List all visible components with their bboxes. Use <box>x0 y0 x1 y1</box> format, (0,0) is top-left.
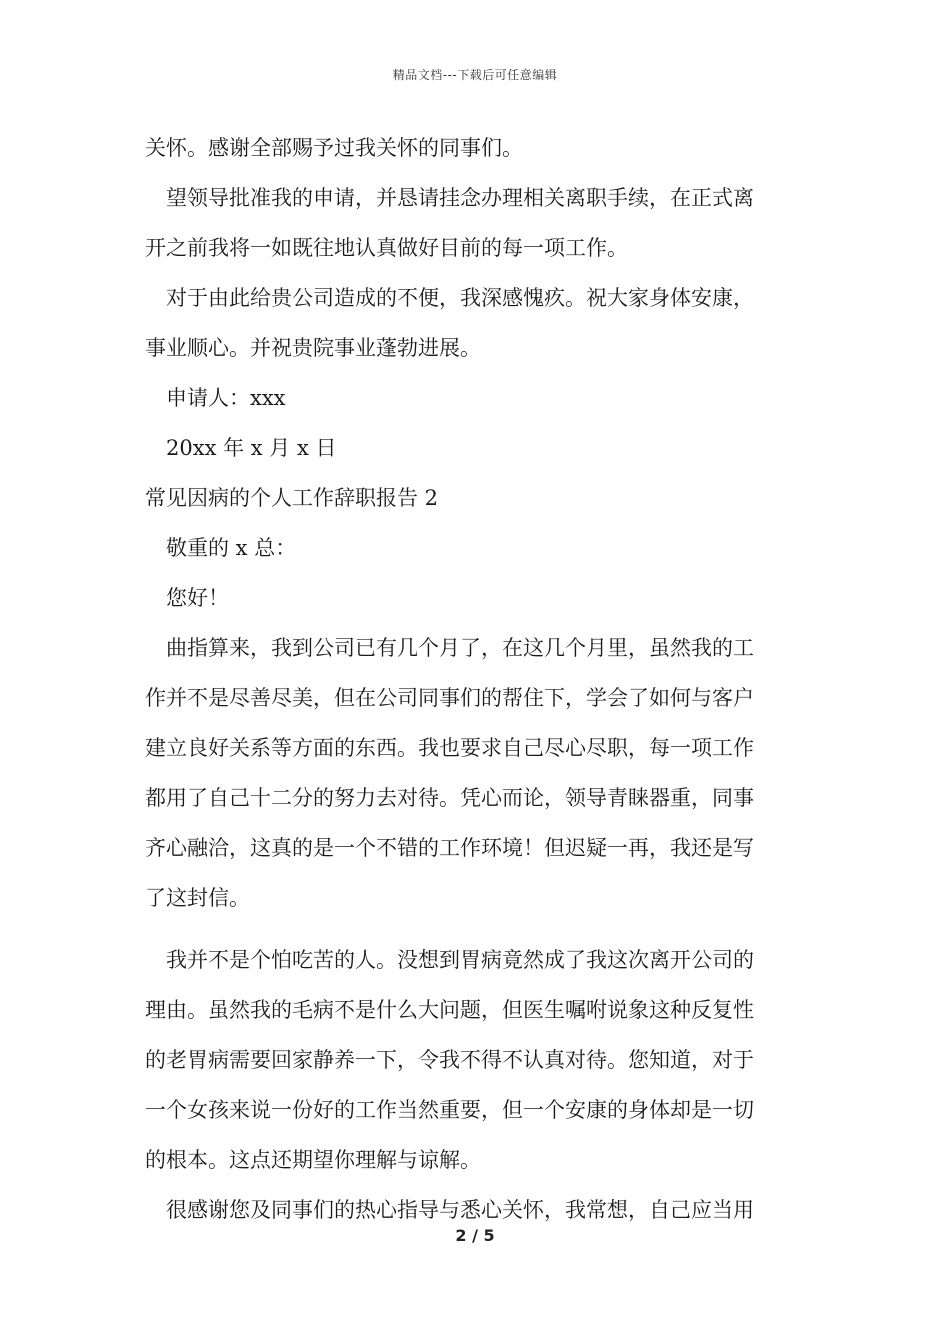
paragraph-line: 一个女孩来说一份好的工作当然重要，但一个安康的身体却是一切 <box>145 1098 754 1122</box>
paragraph-line: 都用了自己十二分的努力去对待。凭心而论，领导青睐器重，同事 <box>145 786 754 810</box>
paragraph-line: 的根本。这点还期望你理解与谅解。 <box>145 1148 481 1172</box>
document-body <box>145 128 805 1240</box>
date-line: 20xx 年 x 月 x 日 <box>166 436 337 460</box>
paragraph-line: 望领导批准我的申请，并恳请挂念办理相关离职手续，在正式离 <box>166 186 754 210</box>
paragraph-line: 对于由此给贵公司造成的不便，我深感愧疚。祝大家身体安康， <box>166 286 754 310</box>
applicant-line: 申请人：xxx <box>166 386 286 410</box>
paragraph-line: 建立良好关系等方面的东西。我也要求自己尽心尽职，每一项工作 <box>145 736 754 760</box>
paragraph-line: 齐心融洽，这真的是一个不错的工作环境！但迟疑一再，我还是写 <box>145 836 754 860</box>
paragraph-line: 我并不是个怕吃苦的人。没想到胃病竟然成了我这次离开公司的 <box>166 948 754 972</box>
page-number: 2 / 5 <box>455 1226 495 1245</box>
paragraph-line: 很感谢您及同事们的热心指导与悉心关怀，我常想，自己应当用 <box>166 1198 754 1222</box>
paragraph-line: 曲指算来，我到公司已有几个月了，在这几个月里，虽然我的工 <box>166 636 754 660</box>
paragraph-line: 开之前我将一如既往地认真做好目前的每一项工作。 <box>145 236 628 260</box>
paragraph-line: 了这封信。 <box>145 886 250 910</box>
paragraph-line: 的老胃病需要回家静养一下，令我不得不认真对待。您知道，对于 <box>145 1048 754 1072</box>
salutation: 敬重的 x 总： <box>166 536 297 560</box>
paragraph-line: 关怀。感谢全部赐予过我关怀的同事们。 <box>145 136 523 160</box>
paragraph-line: 作并不是尽善尽美，但在公司同事们的帮住下，学会了如何与客户 <box>145 686 754 710</box>
greeting: 您好！ <box>166 586 229 610</box>
section-title: 常见因病的个人工作辞职报告 2 <box>145 486 439 510</box>
paragraph-gap <box>145 928 805 940</box>
page-header: 精品文档---下载后可任意编辑 <box>392 68 558 82</box>
paragraph-line: 事业顺心。并祝贵院事业蓬勃进展。 <box>145 336 481 360</box>
paragraph-line: 理由。虽然我的毛病不是什么大问题，但医生嘱咐说象这种反复性 <box>145 998 754 1022</box>
